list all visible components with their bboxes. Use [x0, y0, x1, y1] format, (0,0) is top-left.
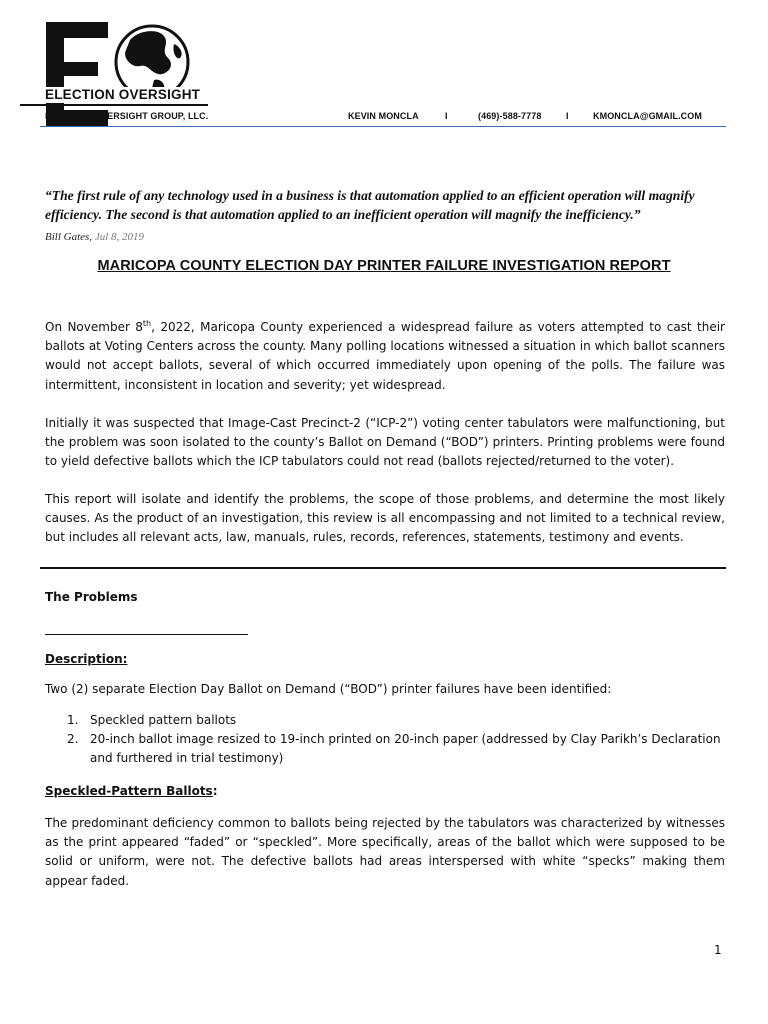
- list-item-number: 1.: [67, 713, 79, 727]
- problems-heading: The Problems: [45, 590, 138, 604]
- ordinal-suffix: th: [142, 319, 152, 328]
- intro-paragraph-1-rest: , 2022, Maricopa County experienced a widespread failure as voters attempted to cast their ballots at Voting Centers across the county. Many polling locations witnessed a situation in which ballot scanners would not accept ballots, several of which occurred immediately upon opening of the polls. The failure was intermittent, inconsistent in location and severity; yet widespread.: [45, 320, 725, 392]
- intro-paragraph-3: This report will isolate and identify the problems, the scope of those problems, and determine the most likely causes. As the product of an investigation, this review is all encompassing and not limited to a technical review, but includes all relevant acts, law, manuals, rules, records, references, statements, testimony and events.: [45, 492, 725, 545]
- failure-list: [45, 711, 725, 769]
- header-contact-name: KEVIN MONCLA: [348, 111, 419, 121]
- logo-wordmark: ELECTION OVERSIGHT: [45, 87, 217, 103]
- list-item: [45, 711, 725, 730]
- section-divider: [40, 567, 726, 569]
- list-item-text: 20-inch ballot image resized to 19-inch printed on 20-inch paper (addressed by Clay Parikh’s Declaration and furthered in trial testimony): [90, 732, 721, 766]
- page-number: 1: [714, 943, 722, 957]
- intro-paragraph-1-start: On November 8: [45, 320, 143, 334]
- quote-attribution: [45, 231, 144, 243]
- header-organization: ELECTION OVERSIGHT GROUP, LLC.: [45, 111, 209, 121]
- quote-date: Jul 8, 2019: [94, 231, 145, 243]
- quote-author: Bill Gates,: [45, 231, 93, 243]
- list-item-number: 2.: [67, 732, 79, 747]
- header-phone: (469)-588-7778: [478, 111, 542, 121]
- description-heading: Description:: [45, 652, 128, 666]
- description-text: Two (2) separate Election Day Ballot on Demand (“BOD”) printer failures have been identified:: [45, 682, 612, 696]
- report-title: MARICOPA COUNTY ELECTION DAY PRINTER FAILURE INVESTIGATION REPORT: [97, 258, 671, 274]
- intro-paragraph-2: Initially it was suspected that Image-Cast Precinct-2 (“ICP-2”) voting center tabulators were malfunctioning, but the problem was soon isolated to the county’s Ballot on Demand (“BOD”) printers. Printing problems were found to yield defective ballots which the ICP tabulators could not read (ballots rejected/returned to the voter).: [45, 416, 725, 469]
- list-item-text: Speckled pattern ballots: [90, 713, 237, 727]
- speckled-heading-colon: :: [212, 784, 218, 798]
- header-divider: [40, 126, 726, 127]
- header-separator: I: [566, 111, 569, 121]
- speckled-heading-text: Speckled-Pattern Ballots: [45, 784, 213, 798]
- header-separator: I: [445, 111, 448, 121]
- opening-quote: “The first rule of any technology used in a business is that automation applied to an efficient operation will magnify efficiency. The second is that automation applied to an inefficient operation will magnify the inefficiency.”: [45, 188, 695, 222]
- intro-paragraph-1: [45, 318, 725, 395]
- speckled-heading: [45, 784, 218, 798]
- header-email: KMONCLA@GMAIL.COM: [593, 111, 702, 121]
- list-item: [45, 730, 725, 768]
- speckled-paragraph: The predominant deficiency common to ballots being rejected by the tabulators was characterized by witnesses as the print appeared “faded” or “speckled”. More specifically, areas of the ballot which were supposed to be solid or uniform, were not. The defective ballots had areas interspersed with white “specks” making them appear faded.: [45, 816, 725, 888]
- short-divider: [45, 634, 248, 635]
